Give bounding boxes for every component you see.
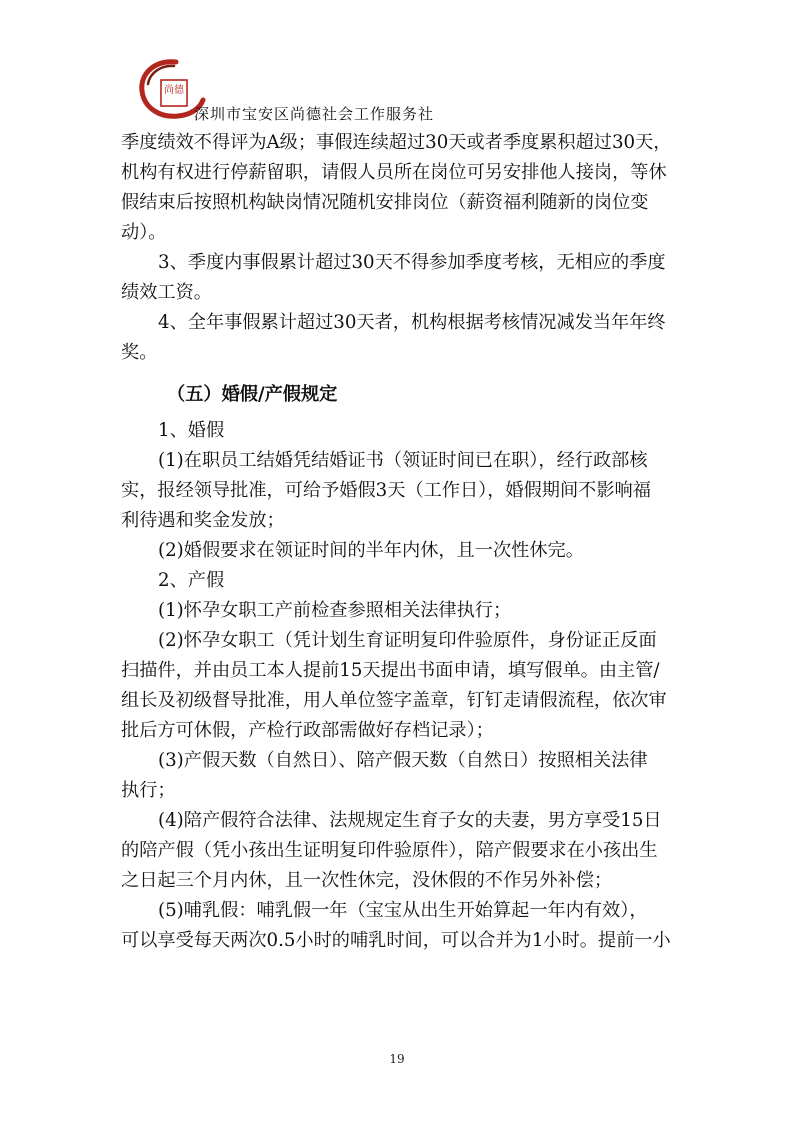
paragraph-item-4 xyxy=(121,308,681,368)
paragraph-maternity-2 xyxy=(121,626,681,746)
paragraph-marriage-1 xyxy=(121,446,681,536)
text-line: (3)产假天数（自然日）、陪产假天数（自然日）按照相关法律 xyxy=(158,750,648,771)
subsection-title-maternity-leave: 2、产假 xyxy=(158,570,225,591)
text-line: 4、全年事假累计超过30天者，机构根据考核情况减发当年年终 xyxy=(158,312,666,333)
section-heading: （五）婚假/产假规定 xyxy=(167,384,338,405)
text-line: (4)陪产假符合法律、法规规定生育子女的夫妻，男方享受15日 xyxy=(158,810,662,831)
text-line: (5)哺乳假：哺乳假一年（宝宝从出生开始算起一年内有效）， xyxy=(158,900,648,921)
seal-logo-text: 尚德 xyxy=(164,85,184,96)
page-number: 19 xyxy=(389,1052,405,1066)
text-line: 批后方可休假，产检行政部需做好存档记录）； xyxy=(121,720,494,741)
paragraph-maternity-4 xyxy=(121,806,681,896)
text-line: 可以享受每天两次0.5小时的哺乳时间，可以合并为1小时。提前一小 xyxy=(121,930,671,951)
text-line: 动）。 xyxy=(121,222,167,243)
paragraph-maternity-5 xyxy=(121,896,681,956)
text-line: 扫描件，并由员工本人提前15天提出书面申请，填写假单。由主管/ xyxy=(121,660,660,681)
paragraph-maternity-1 xyxy=(121,596,681,626)
organization-name: 深圳市宝安区尚德社会工作服务社 xyxy=(194,105,435,123)
text-line: 组长及初级督导批准，用人单位签字盖章，钉钉走请假流程，依次审 xyxy=(121,690,667,711)
text-line: 假结束后按照机构缺岗情况随机安排岗位（薪资福利随新的岗位变 xyxy=(121,192,649,213)
paragraph-maternity-3 xyxy=(121,746,681,806)
text-line: 绩效工资。 xyxy=(121,282,212,303)
paragraph-marriage-2 xyxy=(121,536,681,566)
text-line: 机构有权进行停薪留职，请假人员所在岗位可另安排他人接岗，等休 xyxy=(121,162,667,183)
text-line: 季度绩效不得评为A级；事假连续超过30天或者季度累积超过30天， xyxy=(121,132,672,153)
text-line: 执行； xyxy=(121,780,176,801)
text-line: 之日起三个月内休，且一次性休完，没休假的不作另外补偿； xyxy=(121,870,613,891)
text-line: (1)在职员工结婚凭结婚证书（领证时间已在职），经行政部核 xyxy=(158,450,648,471)
page-header xyxy=(136,58,656,123)
subsection-title-marriage-leave: 1、婚假 xyxy=(158,420,225,441)
text-line: 实，报经领导批准，可给予婚假3天（工作日），婚假期间不影响福 xyxy=(121,480,651,501)
text-line: 奖。 xyxy=(121,342,158,363)
text-line: (2)怀孕女职工（凭计划生育证明复印件验原件，身份证正反面 xyxy=(158,630,657,651)
text-line: 利待遇和奖金发放； xyxy=(121,510,285,531)
document-body xyxy=(121,128,681,956)
text-line: 的陪产假（凭小孩出生证明复印件验原件），陪产假要求在小孩出生 xyxy=(121,840,658,861)
paragraph-item-3 xyxy=(121,248,681,308)
text-line: 3、季度内事假累计超过30天不得参加季度考核，无相应的季度 xyxy=(158,252,666,273)
text-line: (2)婚假要求在领证时间的半年内休，且一次性休完。 xyxy=(158,540,584,561)
paragraph-personal-leave-assessment xyxy=(121,128,681,248)
text-line: (1)怀孕女职工产前检查参照相关法律执行； xyxy=(158,600,512,621)
